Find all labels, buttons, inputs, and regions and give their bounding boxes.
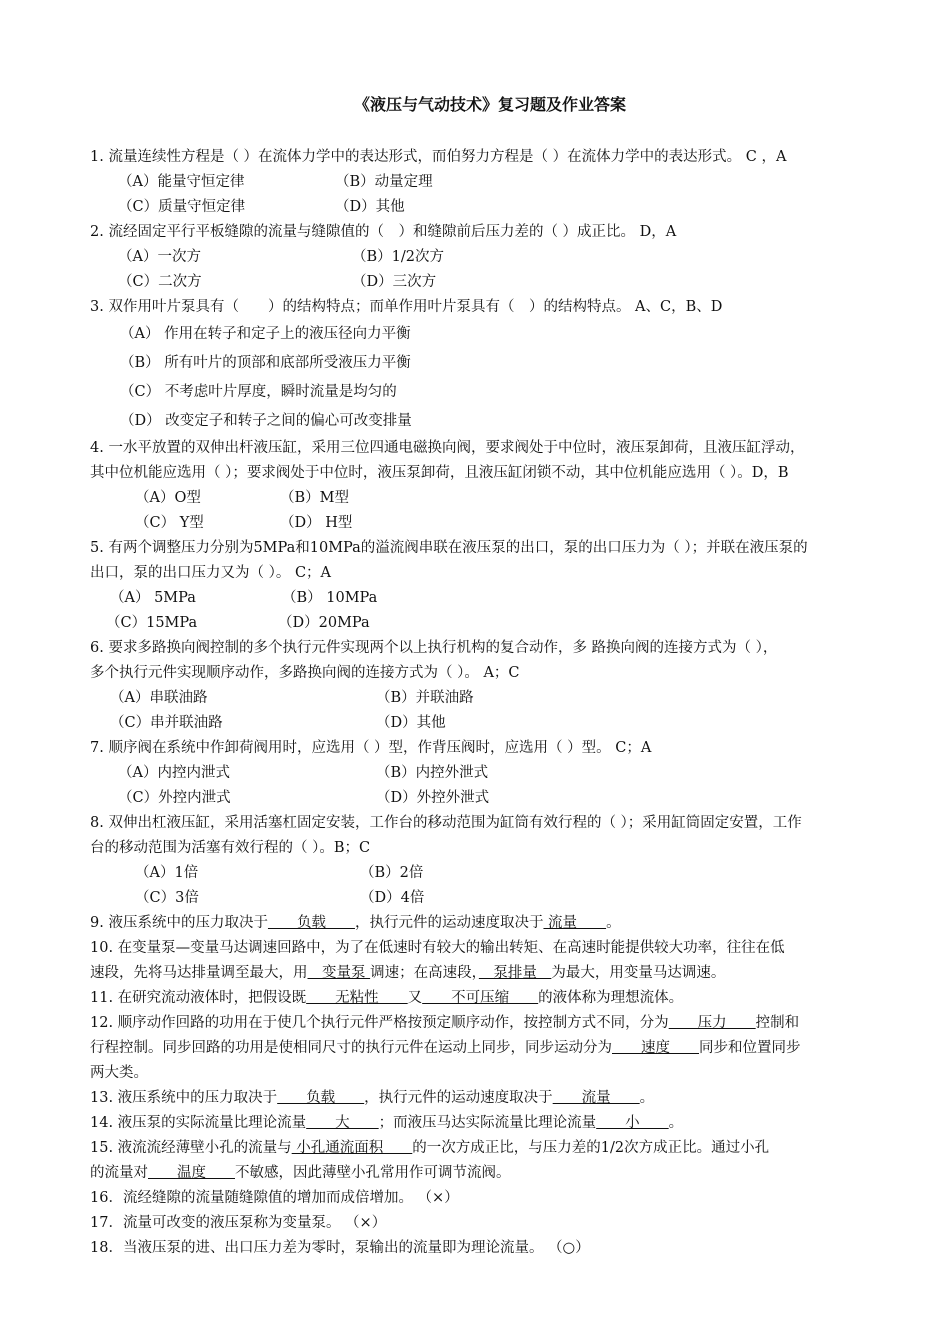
question-13: 13. 液压系统中的压力取决于 负载 ，执行元件的运动速度取决于 流量 。 <box>90 1090 655 1106</box>
q1-option-b: （B）动量定理 <box>335 174 433 190</box>
q2-option-a: （A）一次方 <box>118 249 201 265</box>
question-2: 2. 流经固定平行平板缝隙的流量与缝隙值的（ ）和缝隙前后压力差的（ ）成正比。 D，A <box>90 224 677 240</box>
q4-option-c: （C） Y型 <box>135 515 204 531</box>
question-6-line1: 6. 要求多路换向阀控制的多个执行元件实现两个以上执行机构的复合动作，多 路换向阀的连接方式为（ ）， <box>90 640 778 656</box>
question-12-line3: 两大类。 <box>90 1065 148 1081</box>
q7-option-d: （D）外控外泄式 <box>376 790 490 806</box>
q5-option-d: （D）20MPa <box>278 615 370 631</box>
q4-option-a: （A）O型 <box>135 490 201 506</box>
question-6-line2: 多个执行元件实现顺序动作，多路换向阀的连接方式为（ ）。 A；C <box>90 665 520 681</box>
question-11: 11. 在研究流动液体时，把假设既 无粘性 又 不可压缩 的液体称为理想流体。 <box>90 990 684 1006</box>
q14-blank-1: 大 <box>306 1115 379 1131</box>
q15-blank-2: 温度 <box>148 1165 235 1181</box>
question-18: 18．当液压泵的进、出口压力差为零时，泵输出的流量即为理论流量。 （○） <box>90 1240 590 1256</box>
question-1-options-row1 <box>90 170 890 195</box>
question-1: 1. 流量连续性方程是（ ）在流体力学中的表达形式，而伯努力方程是（ ）在流体力学中的表达形式。 C ，A <box>90 149 787 165</box>
q12-blank-2: 速度 <box>612 1040 699 1056</box>
q8-option-c: （C）3倍 <box>135 890 199 906</box>
q3-option-a: （A） 作用在转子和定子上的液压径向力平衡 <box>120 326 411 342</box>
q2-option-c: （C）二次方 <box>118 274 202 290</box>
q3-option-c: （C） 不考虑叶片厚度，瞬时流量是均匀的 <box>120 384 397 400</box>
q5-option-b: （B） 10MPa <box>282 590 378 606</box>
q4-option-b: （B）M型 <box>280 490 350 506</box>
q13-blank-2: 流量 <box>552 1090 640 1106</box>
question-6-options-row2 <box>90 711 890 736</box>
question-8-options-row1 <box>90 861 890 886</box>
question-4-options-row1 <box>90 486 890 511</box>
q6-option-b: （B）并联油路 <box>376 690 474 706</box>
q13-blank-1: 负载 <box>277 1090 365 1106</box>
question-8-line1: 8. 双伸出杠液压缸，采用活塞杠固定安装，工作台的移动范围为缸筒有效行程的（ ）；采用缸筒固定安置，工作 <box>90 815 802 831</box>
q7-option-c: （C）外控内泄式 <box>118 790 231 806</box>
q9-blank-2: 流量 <box>543 915 607 931</box>
q2-option-b: （B）1/2次方 <box>352 249 444 265</box>
q9-blank-1: 负载 <box>267 915 355 931</box>
question-5-options-row1 <box>90 586 890 611</box>
question-8-line2: 台的移动范围为活塞有效行程的（ ）。B；C <box>90 840 371 856</box>
q2-option-d: （D）三次方 <box>352 274 437 290</box>
q6-option-d: （D）其他 <box>376 715 446 731</box>
question-12-line1: 12. 顺序动作回路的功用在于使几个执行元件严格按预定顺序动作，按控制方式不同，分为 压力 控制和 <box>90 1015 800 1031</box>
question-2-options-row1 <box>90 245 890 270</box>
document-title: 《液压与气动技术》复习题及作业答案 <box>353 95 626 114</box>
q1-option-d: （D）其他 <box>335 199 405 215</box>
q5-option-a: （A） 5MPa <box>110 590 196 606</box>
q4-option-d: （D） H型 <box>280 515 353 531</box>
q7-option-b: （B）内控外泄式 <box>376 765 489 781</box>
question-7-options-row2 <box>90 786 890 811</box>
question-1-options-row2 <box>90 195 890 220</box>
q1-option-a: （A）能量守恒定律 <box>118 174 245 190</box>
q1-option-c: （C）质量守恒定律 <box>118 199 246 215</box>
q8-option-b: （B）2倍 <box>360 865 424 881</box>
question-16: 16．流经缝隙的流量随缝隙值的增加而成倍增加。 （×） <box>90 1190 459 1206</box>
question-14: 14. 液压泵的实际流量比理论流量 大 ；而液压马达实际流量比理论流量 小 。 <box>90 1115 684 1131</box>
question-7-options-row1 <box>90 761 890 786</box>
q3-option-d: （D） 改变定子和转子之间的偏心可改变排量 <box>120 413 412 429</box>
q8-option-a: （A）1倍 <box>135 865 199 881</box>
q5-option-c: （C）15MPa <box>106 615 198 631</box>
question-15-line1: 15. 液流流经薄壁小孔的流量与 小孔通流面积 的一次方成正比，与压力差的1/2次方成正比。通过小孔 <box>90 1140 770 1156</box>
q10-blank-2: 泵排量 <box>478 965 552 981</box>
question-12-line2: 行程控制。同步回路的功用是使相同尺寸的执行元件在运动上同步，同步运动分为 速度 同步和位置同步 <box>90 1040 801 1056</box>
q8-option-d: （D）4倍 <box>360 890 425 906</box>
question-6-options-row1 <box>90 686 890 711</box>
question-10-line1: 10. 在变量泵—变量马达调速回路中，为了在低速时有较大的输出转矩、在高速时能提供较大功率，往往在低 <box>90 940 785 956</box>
question-7: 7. 顺序阀在系统中作卸荷阀用时，应选用（ ）型，作背压阀时，应选用（ ）型。 C；A <box>90 740 652 756</box>
question-8-options-row2 <box>90 886 890 911</box>
q11-blank-2: 不可压缩 <box>422 990 539 1006</box>
q11-blank-1: 无粘性 <box>306 990 408 1006</box>
question-9: 9. 液压系统中的压力取决于 负载 ，执行元件的运动速度取决于 流量 。 <box>90 915 621 931</box>
q12-blank-1: 压力 <box>668 1015 756 1031</box>
question-4-line2: 其中位机能应选用（ ）；要求阀处于中位时，液压泵卸荷，且液压缸闭锁不动，其中位机能应选用（ ）。D，B <box>90 465 789 481</box>
q6-option-c: （C）串并联油路 <box>110 715 223 731</box>
question-5-line2: 出口，泵的出口压力又为（ ）。 C；A <box>90 565 332 581</box>
question-10-line2: 速段，先将马达排量调至最大，用 变量泵 调速；在高速段， 泵排量 为最大，用变量马达调速。 <box>90 965 726 981</box>
q14-blank-2: 小 <box>596 1115 669 1131</box>
q15-blank-1: 小孔通流面积 <box>291 1140 413 1156</box>
question-4-line1: 4. 一水平放置的双伸出杆液压缸，采用三位四通电磁换向阀，要求阀处于中位时，液压泵卸荷，且液压缸浮动， <box>90 440 805 456</box>
question-15-line2: 的流量对 温度 不敏感，因此薄壁小孔常用作可调节流阀。 <box>90 1165 511 1181</box>
question-4-options-row2 <box>90 511 890 536</box>
q6-option-a: （A）串联油路 <box>110 690 208 706</box>
question-5-options-row2 <box>90 611 890 636</box>
q3-option-b: （B） 所有叶片的顶部和底部所受液压力平衡 <box>120 355 411 371</box>
q7-option-a: （A）内控内泄式 <box>118 765 230 781</box>
q10-blank-1: 变量泵 <box>307 965 371 981</box>
question-2-options-row2 <box>90 270 890 295</box>
question-17: 17．流量可改变的液压泵称为变量泵。 （×） <box>90 1215 387 1231</box>
question-3: 3. 双作用叶片泵具有（ ）的结构特点；而单作用叶片泵具有（ ）的结构特点。 A、C，B、D <box>90 299 723 315</box>
question-5-line1: 5. 有两个调整压力分别为5MPa和10MPa的溢流阀串联在液压泵的出口，泵的出口压力为（ ）；并联在液压泵的 <box>90 540 808 556</box>
